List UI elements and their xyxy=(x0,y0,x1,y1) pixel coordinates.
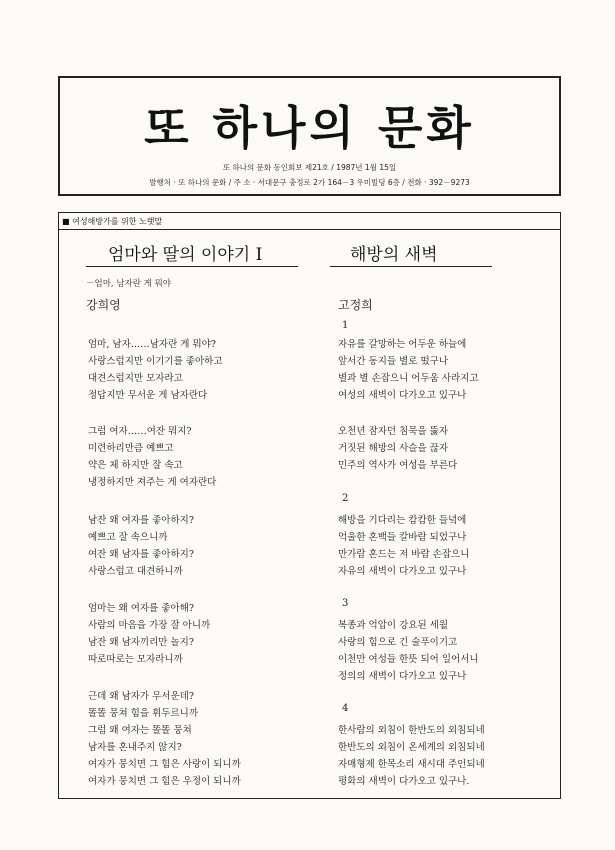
left-line: 정답지만 무서운 게 남자란다 xyxy=(88,390,208,401)
right-line: 복종과 억압이 강요된 세월 xyxy=(338,620,449,631)
left-poem-title: 엄마와 딸의 이야기 I xyxy=(108,245,263,265)
right-line: 오천년 잠자던 침묵을 뚫자 xyxy=(338,426,449,437)
left-line: 사랑스럽고 대견하니까 xyxy=(88,566,183,577)
left-line: 약은 체 하지만 잘 속고 xyxy=(88,460,183,471)
stanza-number: 1 xyxy=(342,320,349,331)
section-label: ■ 여성해방가를 위한 노랫말 xyxy=(62,217,163,226)
right-line: 자매형제 한목소리 새시대 주인되네 xyxy=(338,759,485,770)
right-line: 사랑의 힘으로 긴 술푸이기고 xyxy=(338,637,458,648)
left-line: 냉정하지만 져주는 게 여자란다 xyxy=(88,477,217,488)
left-line: 따로따로는 모자라니까 xyxy=(88,654,183,665)
left-line: 그럼 여자……여잔 뭐지? xyxy=(88,426,192,437)
right-line: 이천만 여성들 한뜻 되어 일어서니 xyxy=(338,654,479,665)
masthead-title: 또 하나의 문화 xyxy=(144,101,475,155)
section-divider xyxy=(58,229,561,230)
right-line: 해방을 기다리는 캄캄한 들녘에 xyxy=(338,515,467,526)
issue-line: 또 하나의 문화 동인회보 제21호 / 1987년 1월 15일 xyxy=(222,163,397,172)
left-line: 엄마, 남자……남자란 게 뭐야? xyxy=(88,339,216,350)
right-line: 민주의 역사가 여성을 부른다 xyxy=(338,460,458,471)
right-line: 앞서간 동지들 별로 떴구나 xyxy=(338,356,449,367)
left-line: 똘똘 뭉쳐 힘을 휘두르니까 xyxy=(88,708,199,719)
left-line: 사랑스럽지만 이기기를 좋아하고 xyxy=(88,356,223,367)
left-line: 남잔 왜 여자를 좋아하지? xyxy=(88,515,194,526)
left-line: 그럼 왜 여자는 똘똘 뭉쳐 xyxy=(88,725,192,736)
right-line: 거짓된 해방의 사슬을 끊자 xyxy=(338,443,449,454)
left-line: 여자가 뭉치면 그 힘은 우정이 되니까 xyxy=(88,776,241,787)
right-title-rule xyxy=(330,266,492,267)
left-line: 엄마는 왜 여자를 좋아해? xyxy=(88,603,194,614)
right-poem-author: 고정희 xyxy=(338,298,373,312)
right-line: 억울한 혼백들 칼바람 되었구나 xyxy=(338,532,467,543)
stanza-number: 3 xyxy=(342,598,349,609)
right-line: 정의의 새벽이 다가오고 있구나 xyxy=(338,671,467,682)
left-line: 미련하리만큼 예쁘고 xyxy=(88,443,174,454)
right-line: 자유의 새벽이 다가오고 있구나 xyxy=(338,566,467,577)
publisher-line: 발행처 · 또 하나의 문화 / 주 소 · 서대문구 충정로 2가 164－3 우미빌딩 6층 / 전화 · 392－9273 xyxy=(149,178,470,187)
left-line: 대견스럽지만 모자라고 xyxy=(88,373,183,384)
masthead-box xyxy=(58,76,561,196)
left-line: 여잔 왜 남자를 좋아하지? xyxy=(88,549,194,560)
left-line: 남자를 혼내주지 않지? xyxy=(88,742,182,753)
right-line: 만가람 혼드는 저 바람 손잡으니 xyxy=(338,549,470,560)
stanza-number: 2 xyxy=(342,493,349,504)
right-line: 한반도의 외침이 온세계의 외침되네 xyxy=(338,742,485,753)
left-line: 남잔 왜 남자끼리만 놀지? xyxy=(88,637,194,648)
left-poem-subtitle: －엄마, 남자란 게 뭐야 xyxy=(86,279,171,289)
stanza-number: 4 xyxy=(342,703,349,714)
right-line: 자유를 갈망하는 어두운 하늘에 xyxy=(338,339,467,350)
right-line: 별과 별 손잡으니 어두움 사라지고 xyxy=(338,373,479,384)
left-line: 근데 왜 남자가 무서운데? xyxy=(88,691,194,702)
right-poem-title: 해방의 새벽 xyxy=(350,245,438,265)
right-line: 여성의 새벽이 다가오고 있구나 xyxy=(338,390,467,401)
left-line: 사람의 마음을 가장 잘 아니까 xyxy=(88,620,211,631)
left-title-rule xyxy=(86,266,298,267)
right-line: 한사람의 외침이 한반도의 외침되네 xyxy=(338,725,485,736)
left-line: 여자가 뭉치면 그 힘은 사랑이 되니까 xyxy=(88,759,241,770)
left-line: 예쁘고 잘 속으니까 xyxy=(88,532,168,543)
right-line: 평화의 새벽이 다가오고 있구나. xyxy=(338,776,470,787)
left-poem-author: 강희영 xyxy=(86,298,121,312)
